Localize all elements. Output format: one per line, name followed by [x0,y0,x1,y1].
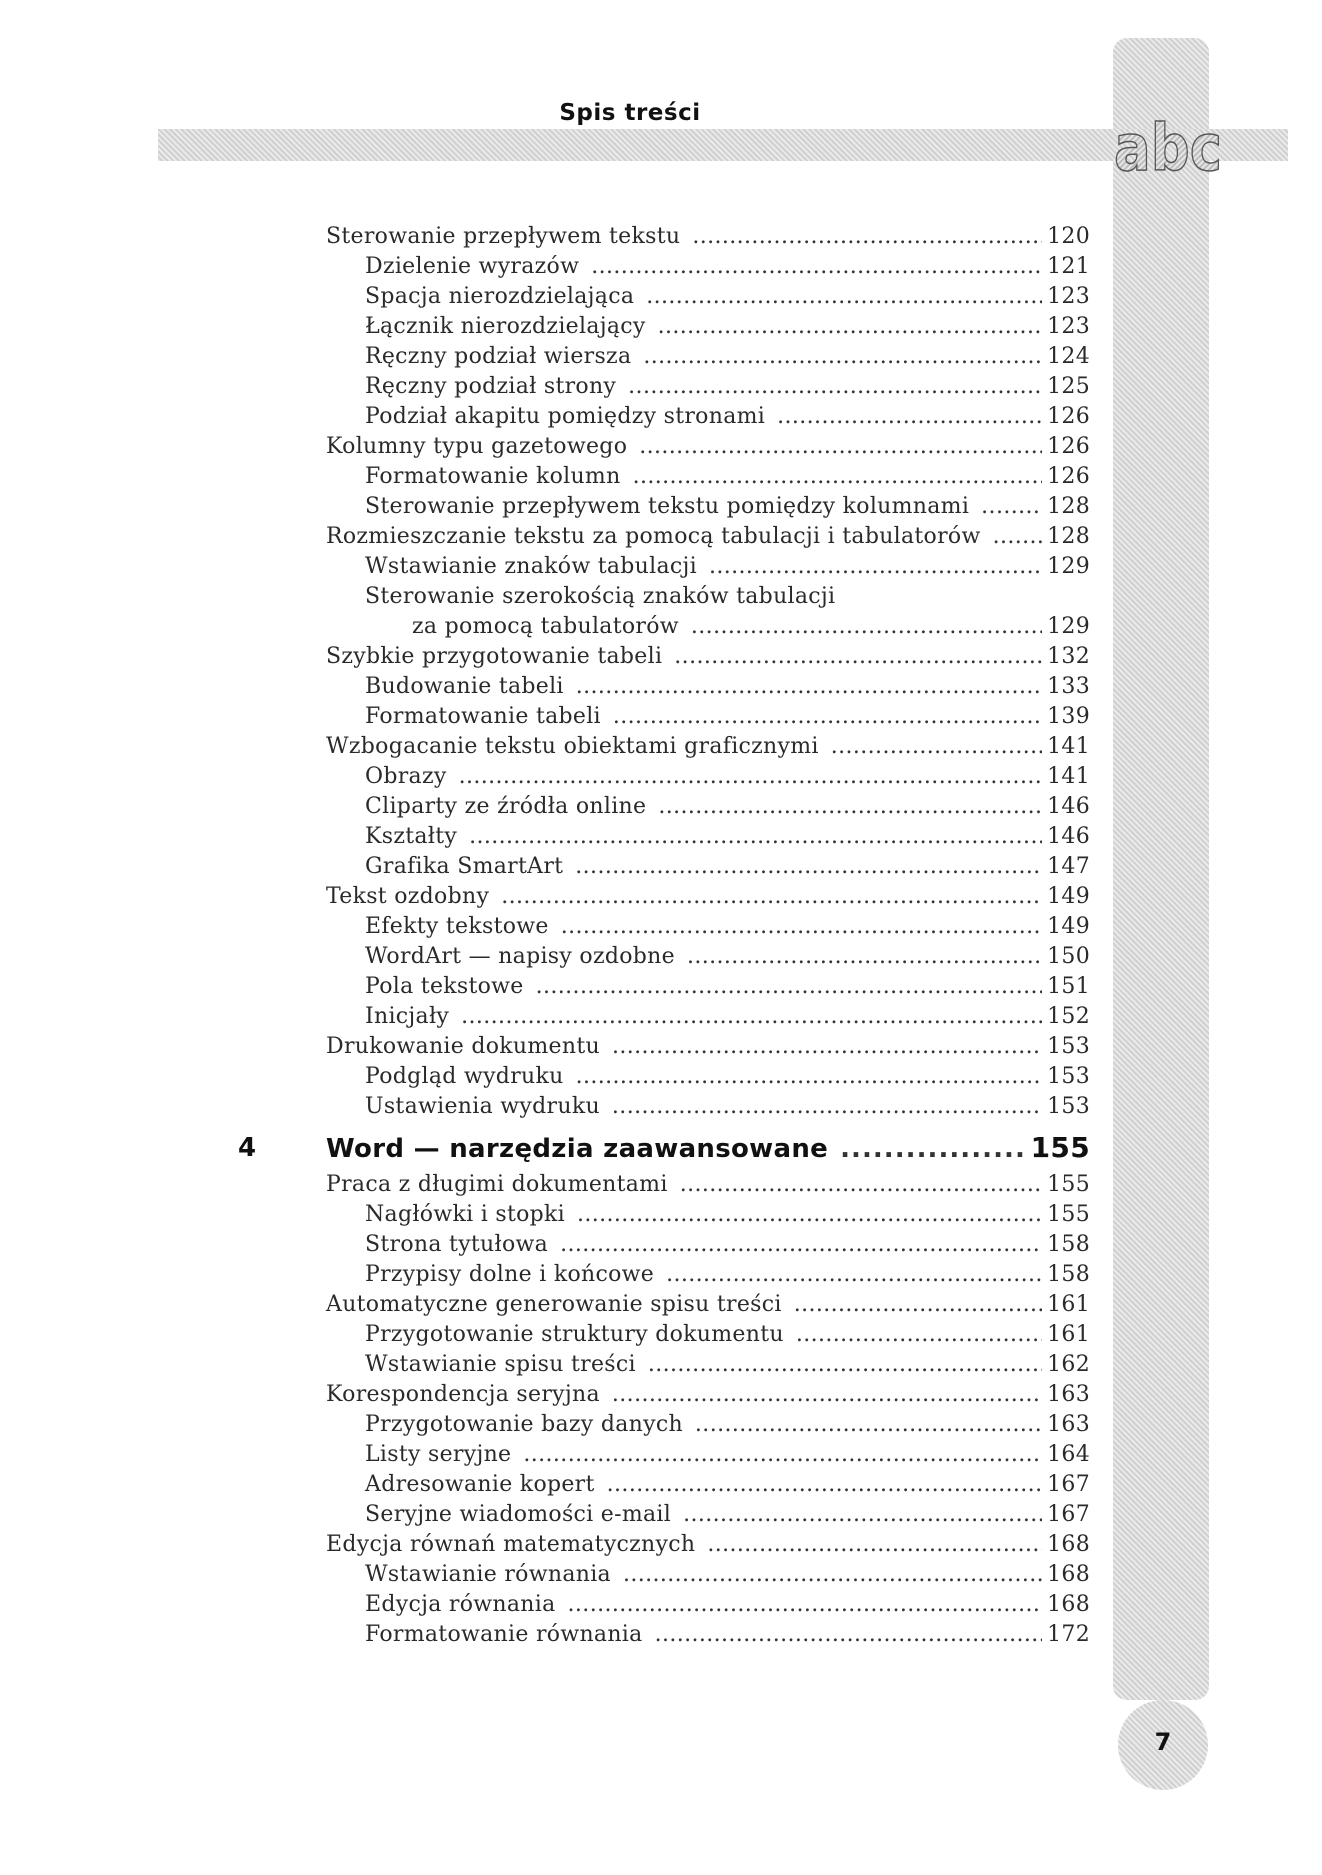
toc-entry-line [365,582,835,612]
toc-entry [0,522,1322,552]
dot-leader [628,372,1042,402]
toc-entry-title: Formatowanie kolumn [365,464,621,489]
toc-entry-line [326,732,1090,762]
toc-entry-page: 167 [1047,1502,1090,1527]
toc-entry [0,462,1322,492]
toc-entry-title: Sterowanie przepływem tekstu pomiędzy kolumnami [365,494,970,519]
toc-entry-line [326,882,1090,912]
toc-entry-page: 125 [1047,374,1090,399]
toc-entry [0,1410,1322,1440]
toc-entry [0,852,1322,882]
toc-entry-line [365,1260,1090,1290]
toc-entry-page: 120 [1047,224,1090,249]
toc-entry [0,1560,1322,1590]
toc-entry [0,312,1322,342]
toc-entry-page: 129 [1047,614,1090,639]
toc-entry-line [365,1320,1090,1350]
dot-leader [981,492,1042,522]
toc-entry-title: Podział akapitu pomiędzy stronami [365,404,766,429]
toc-entry-title: Praca z długimi dokumentami [326,1172,668,1197]
toc-entry [0,552,1322,582]
toc-entry-title: Podgląd wydruku [365,1064,564,1089]
toc-entry-line [326,1290,1090,1320]
toc-entry-line [326,432,1090,462]
toc-entry-line [412,612,1090,642]
toc-entry-line [365,1410,1090,1440]
toc-entry-page: 141 [1047,734,1090,759]
toc-entry-page: 167 [1047,1472,1090,1497]
toc-entry-line [326,1530,1090,1560]
toc-entry-page: 163 [1047,1382,1090,1407]
toc-entry-page: 133 [1047,674,1090,699]
abc-logo-icon [1108,108,1228,180]
toc-entry-line [365,312,1090,342]
toc-entry-page: 155 [1047,1202,1090,1227]
toc-entry-page: 168 [1047,1592,1090,1617]
toc-entry-page: 153 [1047,1094,1090,1119]
toc-entry-page: 124 [1047,344,1090,369]
toc-entry [0,822,1322,852]
toc-entry-page: 155 [1047,1172,1090,1197]
dot-leader [648,1350,1042,1380]
toc-entry-line [326,1032,1090,1062]
dot-leader [612,1032,1042,1062]
toc-entry-page: 126 [1047,464,1090,489]
toc-entry [0,1320,1322,1350]
dot-leader [709,552,1042,582]
toc-entry-line [326,1380,1090,1410]
dot-leader [459,762,1043,792]
toc-entry-page: 129 [1047,554,1090,579]
toc-entry-title: Korespondencja seryjna [326,1382,600,1407]
toc-entry-page: 161 [1047,1292,1090,1317]
toc-entry-line [365,942,1090,972]
dot-leader [613,702,1042,732]
toc-entry-line [365,552,1090,582]
dot-leader [643,342,1042,372]
toc-entry-page: 163 [1047,1412,1090,1437]
toc-entry-title: Nagłówki i stopki [365,1202,565,1227]
toc-entry-title: Formatowanie równania [365,1622,643,1647]
abc-logo-text: abc [1114,112,1222,180]
toc-entry-line [365,702,1090,732]
toc-entry-title: Przypisy dolne i końcowe [365,1262,655,1287]
toc-entry-line [326,522,1090,552]
toc-entry-line [365,1590,1090,1620]
dot-leader [680,1170,1042,1200]
toc-entry-page: 153 [1047,1034,1090,1059]
toc-entry-title: Tekst ozdobny [326,884,490,909]
toc-entry-page: 149 [1047,914,1090,939]
toc-entry [0,1290,1322,1320]
toc-entry [0,1440,1322,1470]
toc-entry-title: Efekty tekstowe [365,914,549,939]
toc-entry [0,642,1322,672]
toc-entry-line [365,1500,1090,1530]
dot-leader [501,882,1042,912]
toc-entry [0,492,1322,522]
toc-entry-title: Listy seryjne [365,1442,512,1467]
toc-entry-title: Szybkie przygotowanie tabeli [326,644,663,669]
toc-entry-page: 147 [1047,854,1090,879]
toc-entry-line [365,1092,1090,1122]
toc-entry [0,912,1322,942]
dot-leader [575,852,1042,882]
dot-leader [794,1290,1042,1320]
toc-entry-line [365,462,1090,492]
toc-entry-title: Adresowanie kopert [365,1472,595,1497]
toc-entry-title: Przygotowanie bazy danych [365,1412,683,1437]
toc-entry-title: Wstawianie spisu treści [365,1352,636,1377]
toc-entry-line [365,1200,1090,1230]
toc-entry-page: 158 [1047,1232,1090,1257]
toc-entry-line [365,372,1090,402]
dot-leader [691,612,1042,642]
toc-entry-title: Wstawianie równania [365,1562,611,1587]
toc-entry [0,672,1322,702]
toc-entry-page: 172 [1047,1622,1090,1647]
dot-leader [695,1410,1042,1440]
toc-entry-page: 158 [1047,1262,1090,1287]
toc-entry-title: Ręczny podział strony [365,374,617,399]
toc-entry [0,432,1322,462]
dot-leader [560,1230,1042,1260]
dot-leader [607,1470,1042,1500]
page-title: Spis treści [559,100,701,126]
toc-entry-page: 168 [1047,1532,1090,1557]
toc-entry-line [365,972,1090,1002]
toc-entry-page: 151 [1047,974,1090,999]
toc-entry-line [365,282,1090,312]
dot-leader [840,1134,1026,1164]
dot-leader [633,462,1043,492]
toc-entry-line [365,402,1090,432]
dot-leader [612,1092,1042,1122]
dot-leader [623,1560,1042,1590]
dot-leader [687,942,1042,972]
toc-entry-page: 161 [1047,1322,1090,1347]
chapter-line [326,1133,1090,1164]
toc-entry-title: Przygotowanie struktury dokumentu [365,1322,784,1347]
toc-entry-title: Seryjne wiadomości e-mail [365,1502,672,1527]
toc-entry [0,222,1322,252]
toc-entry-line [365,1230,1090,1260]
dot-leader [561,912,1042,942]
toc-entry-page: 121 [1047,254,1090,279]
toc-entry [0,942,1322,972]
dot-leader [683,1500,1042,1530]
toc-entry-page: 152 [1047,1004,1090,1029]
toc-entry [0,1062,1322,1092]
toc-entry-page: 126 [1047,434,1090,459]
toc-entry-title: Inicjały [365,1004,450,1029]
toc-entry-line [365,1062,1090,1092]
dot-leader [707,1530,1042,1560]
toc-entry [0,702,1322,732]
toc-entry-line [365,822,1090,852]
toc-entry-line [365,252,1090,282]
toc-entry-title: Sterowanie przepływem tekstu [326,224,681,249]
toc-entry-title: Obrazy [365,764,447,789]
dot-leader [591,252,1042,282]
toc-entry-title: Wstawianie znaków tabulacji [365,554,697,579]
dot-leader [576,1062,1043,1092]
toc-entry [0,1500,1322,1530]
toc-entry-page: 150 [1047,944,1090,969]
toc-entry-page: 168 [1047,1562,1090,1587]
chapter-heading [0,1133,1322,1173]
dot-leader [639,432,1042,462]
toc-entry-page: 162 [1047,1352,1090,1377]
toc-entry-title: Sterowanie szerokością znaków tabulacji [365,584,836,609]
toc-entry [0,612,1322,642]
dot-leader [993,522,1042,552]
toc-entry-title: Edycja równań matematycznych [326,1532,696,1557]
toc-entry [0,342,1322,372]
toc-entry-line [326,222,1090,252]
dot-leader [658,792,1042,822]
dot-leader [523,1440,1042,1470]
dot-leader [577,1200,1042,1230]
toc-entry-line [326,642,1090,672]
chapter-number: 4 [238,1133,257,1163]
toc-entry-line [365,1440,1090,1470]
toc-entry [0,792,1322,822]
toc-entry [0,1620,1322,1650]
toc-entry [0,1032,1322,1062]
toc-entry-title: Budowanie tabeli [365,674,564,699]
toc-entry-line [365,762,1090,792]
toc-entry-page: 153 [1047,1064,1090,1089]
dot-leader [655,1620,1043,1650]
toc-entry-title: Cliparty ze źródła online [365,794,647,819]
toc-entry-page: 128 [1047,494,1090,519]
toc-entry-title: Rozmieszczanie tekstu za pomocą tabulacji i tabulatorów [326,524,981,549]
toc-entry-page: 139 [1047,704,1090,729]
toc-entry-page: 141 [1047,764,1090,789]
toc-entry-title: Ustawienia wydruku [365,1094,600,1119]
dot-leader [658,312,1042,342]
toc-entry-title: Dzielenie wyrazów [365,254,580,279]
toc-entry-line [365,792,1090,822]
toc-entry-page: 146 [1047,824,1090,849]
toc-entry-title: Ręczny podział wiersza [365,344,632,369]
dot-leader [674,642,1042,672]
toc-entry-page: 164 [1047,1442,1090,1467]
toc-entry [0,1002,1322,1032]
dot-leader [796,1320,1042,1350]
toc-entry-line [365,342,1090,372]
toc-entry [0,1230,1322,1260]
toc-entry-page: 132 [1047,644,1090,669]
toc-entry [0,882,1322,912]
toc-entry-page: 123 [1047,284,1090,309]
toc-entry-title: Drukowanie dokumentu [326,1034,600,1059]
toc-entry-line [365,492,1090,522]
dot-leader [568,1590,1043,1620]
toc-entry-title: WordArt — napisy ozdobne [365,944,675,969]
page-number: 7 [1154,1728,1172,1756]
dot-leader [536,972,1042,1002]
toc-entry-line [365,852,1090,882]
toc-entry-title: Edycja równania [365,1592,556,1617]
toc-entry [0,582,1322,612]
toc-entry-title: Automatyczne generowanie spisu treści [326,1292,782,1317]
toc-entry [0,762,1322,792]
toc-entry-line [365,1560,1090,1590]
toc-entry [0,1350,1322,1380]
toc-entry [0,372,1322,402]
toc-entry [0,402,1322,432]
toc-entry-page: 149 [1047,884,1090,909]
toc-entry-line [365,1620,1090,1650]
toc-entry-line [365,1350,1090,1380]
toc-entry [0,1530,1322,1560]
toc-entry-page: 126 [1047,404,1090,429]
toc-entry [0,1200,1322,1230]
toc-entry [0,1470,1322,1500]
toc-entry [0,1590,1322,1620]
toc-entry-title: Łącznik nierozdzielający [365,314,646,339]
toc-entry [0,1170,1322,1200]
toc-entry-title: Grafika SmartArt [365,854,564,879]
chapter-title: Word — narzędzia zaawansowane [326,1134,829,1164]
dot-leader [777,402,1042,432]
toc-entry-title: Pola tekstowe [365,974,524,999]
dot-leader [646,282,1042,312]
toc-entry [0,972,1322,1002]
dot-leader [692,222,1042,252]
toc-entry-page: 128 [1047,524,1090,549]
toc-entry-title: Kształty [365,824,458,849]
toc-entry [0,732,1322,762]
toc-entry-line [365,912,1090,942]
toc-entry [0,252,1322,282]
toc-entry-title: Wzbogacanie tekstu obiektami graficznymi [326,734,819,759]
toc-entry [0,1092,1322,1122]
dot-leader [666,1260,1042,1290]
dot-leader [576,672,1042,702]
toc-entry-title: za pomocą tabulatorów [412,614,679,639]
dot-leader [469,822,1042,852]
toc-entry-page: 123 [1047,314,1090,339]
dot-leader [612,1380,1042,1410]
toc-entry [0,1260,1322,1290]
toc-entry-page: 146 [1047,794,1090,819]
toc-entry-title: Formatowanie tabeli [365,704,601,729]
toc-entry-title: Strona tytułowa [365,1232,549,1257]
toc-entry-line [365,1002,1090,1032]
chapter-page: 155 [1030,1131,1090,1164]
toc-entry-title: Spacja nierozdzielająca [365,284,635,309]
toc-entry-title: Kolumny typu gazetowego [326,434,628,459]
toc-entry [0,282,1322,312]
toc-entry [0,1380,1322,1410]
toc-entry-line [365,672,1090,702]
toc-entry-line [365,1470,1090,1500]
dot-leader [461,1002,1042,1032]
dot-leader [831,732,1042,762]
toc-entry-line [326,1170,1090,1200]
